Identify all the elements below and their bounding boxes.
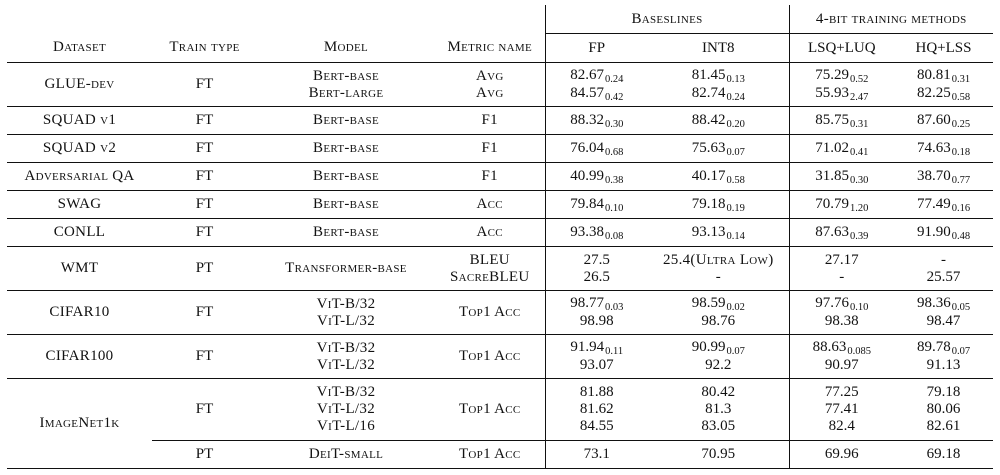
column-header-row bbox=[7, 34, 993, 63]
table-row bbox=[7, 291, 993, 335]
hq-cell: - 25.57 bbox=[894, 247, 993, 291]
lsq-cell: $85.75_{0.31}$ bbox=[789, 107, 894, 135]
table-row bbox=[7, 335, 993, 379]
dataset-cell: CIFAR10 bbox=[7, 291, 152, 335]
col-dataset: Dataset bbox=[7, 34, 152, 63]
table-row bbox=[7, 107, 993, 135]
table-row bbox=[7, 163, 993, 191]
table-row bbox=[7, 219, 993, 247]
metric-cell: F1 bbox=[435, 163, 545, 191]
train-type-cell: FT bbox=[152, 219, 257, 247]
group-baselines: Baseslines bbox=[545, 5, 789, 34]
model-cell: ViT-B/32 ViT-L/32 bbox=[257, 335, 435, 379]
col-metric: Metric name bbox=[435, 34, 545, 63]
dataset-cell: SWAG bbox=[7, 191, 152, 219]
lsq-cell: $75.29_{0.52}$ $55.93_{2.47}$ bbox=[789, 63, 894, 107]
train-type-cell: FT bbox=[152, 191, 257, 219]
train-type-cell: FT bbox=[152, 135, 257, 163]
int8-cell: $98.59_{0.02}$ 98.76 bbox=[648, 291, 789, 335]
int8-cell: $81.45_{0.13}$ $82.74_{0.24}$ bbox=[648, 63, 789, 107]
dataset-cell: GLUE-dev bbox=[7, 63, 152, 107]
table-row bbox=[7, 63, 993, 107]
int8-cell: $75.63_{0.07}$ bbox=[648, 135, 789, 163]
lsq-cell: $31.85_{0.30}$ bbox=[789, 163, 894, 191]
col-fp: FP bbox=[545, 34, 648, 63]
hq-cell: $89.78_{0.07}$ 91.13 bbox=[894, 335, 993, 379]
hq-cell: 69.18 bbox=[894, 441, 993, 469]
fp-cell: 81.88 81.62 84.55 bbox=[545, 379, 648, 441]
metric-cell: F1 bbox=[435, 135, 545, 163]
model-cell: DeiT-small bbox=[257, 441, 435, 469]
int8-cell: $90.99_{0.07}$ 92.2 bbox=[648, 335, 789, 379]
results-table bbox=[7, 5, 993, 469]
train-type-cell: FT bbox=[152, 335, 257, 379]
metric-cell: Top1 Acc bbox=[435, 335, 545, 379]
metric-cell: Acc bbox=[435, 191, 545, 219]
dataset-cell: WMT bbox=[7, 247, 152, 291]
lsq-cell: $71.02_{0.41}$ bbox=[789, 135, 894, 163]
metric-cell: Acc bbox=[435, 219, 545, 247]
model-cell: Bert-base bbox=[257, 135, 435, 163]
table-row bbox=[7, 247, 993, 291]
int8-cell: $88.42_{0.20}$ bbox=[648, 107, 789, 135]
group-header-row bbox=[7, 5, 993, 34]
table-row bbox=[7, 191, 993, 219]
train-type-cell: FT bbox=[152, 379, 257, 441]
col-train-type: Train type bbox=[152, 34, 257, 63]
train-type-cell: FT bbox=[152, 291, 257, 335]
train-type-cell: FT bbox=[152, 63, 257, 107]
int8-cell: 25.4(Ultra Low) - bbox=[648, 247, 789, 291]
dataset-cell: SQUAD v1 bbox=[7, 107, 152, 135]
fp-cell: $40.99_{0.38}$ bbox=[545, 163, 648, 191]
int8-cell: $93.13_{0.14}$ bbox=[648, 219, 789, 247]
model-cell: ViT-B/32 ViT-L/32 ViT-L/16 bbox=[257, 379, 435, 441]
col-hq-lss: HQ+LSS bbox=[894, 34, 993, 63]
group-4bit: 4-bit training methods bbox=[789, 5, 993, 34]
hq-cell: 79.18 80.06 82.61 bbox=[894, 379, 993, 441]
fp-cell: $79.84_{0.10}$ bbox=[545, 191, 648, 219]
model-cell: Bert-base bbox=[257, 107, 435, 135]
metric-cell: Avg Avg bbox=[435, 63, 545, 107]
fp-cell: 73.1 bbox=[545, 441, 648, 469]
int8-cell: $79.18_{0.19}$ bbox=[648, 191, 789, 219]
metric-cell: Top1 Acc bbox=[435, 379, 545, 441]
fp-cell: $88.32_{0.30}$ bbox=[545, 107, 648, 135]
metric-cell: Top1 Acc bbox=[435, 291, 545, 335]
lsq-cell: $70.79_{1.20}$ bbox=[789, 191, 894, 219]
col-lsq-luq: LSQ+LUQ bbox=[789, 34, 894, 63]
dataset-cell: SQUAD v2 bbox=[7, 135, 152, 163]
model-cell: Bert-base bbox=[257, 191, 435, 219]
lsq-cell: $97.76_{0.10}$ 98.38 bbox=[789, 291, 894, 335]
fp-cell: $98.77_{0.03}$ 98.98 bbox=[545, 291, 648, 335]
int8-cell: $40.17_{0.58}$ bbox=[648, 163, 789, 191]
train-type-cell: PT bbox=[152, 247, 257, 291]
table-row bbox=[7, 441, 993, 469]
model-cell: Bert-base bbox=[257, 163, 435, 191]
fp-cell: $82.67_{0.24}$ $84.57_{0.42}$ bbox=[545, 63, 648, 107]
lsq-cell: $87.63_{0.39}$ bbox=[789, 219, 894, 247]
hq-cell: $98.36_{0.05}$ 98.47 bbox=[894, 291, 993, 335]
fp-cell: $91.94_{0.11}$ 93.07 bbox=[545, 335, 648, 379]
hq-cell: $91.90_{0.48}$ bbox=[894, 219, 993, 247]
dataset-cell: Adversarial QA bbox=[7, 163, 152, 191]
col-int8: INT8 bbox=[648, 34, 789, 63]
hq-cell: $77.49_{0.16}$ bbox=[894, 191, 993, 219]
model-cell: Transformer-base bbox=[257, 247, 435, 291]
int8-cell: 80.42 81.3 83.05 bbox=[648, 379, 789, 441]
dataset-cell: CONLL bbox=[7, 219, 152, 247]
col-model: Model bbox=[257, 34, 435, 63]
train-type-cell: PT bbox=[152, 441, 257, 469]
hq-cell: $38.70_{0.77}$ bbox=[894, 163, 993, 191]
model-cell: Bert-base bbox=[257, 219, 435, 247]
dataset-cell: CIFAR100 bbox=[7, 335, 152, 379]
model-cell: ViT-B/32 ViT-L/32 bbox=[257, 291, 435, 335]
lsq-cell: 69.96 bbox=[789, 441, 894, 469]
int8-cell: 70.95 bbox=[648, 441, 789, 469]
fp-cell: 27.5 26.5 bbox=[545, 247, 648, 291]
fp-cell: $76.04_{0.68}$ bbox=[545, 135, 648, 163]
table-row bbox=[7, 379, 993, 441]
train-type-cell: FT bbox=[152, 107, 257, 135]
dataset-cell: ImageNet1k bbox=[7, 379, 152, 469]
fp-cell: $93.38_{0.08}$ bbox=[545, 219, 648, 247]
lsq-cell: $88.63_{0.085}$ 90.97 bbox=[789, 335, 894, 379]
metric-cell: BLEU SacreBLEU bbox=[435, 247, 545, 291]
metric-cell: Top1 Acc bbox=[435, 441, 545, 469]
lsq-cell: 27.17 - bbox=[789, 247, 894, 291]
table-row bbox=[7, 135, 993, 163]
metric-cell: F1 bbox=[435, 107, 545, 135]
train-type-cell: FT bbox=[152, 163, 257, 191]
hq-cell: $74.63_{0.18}$ bbox=[894, 135, 993, 163]
model-cell: Bert-base Bert-large bbox=[257, 63, 435, 107]
lsq-cell: 77.25 77.41 82.4 bbox=[789, 379, 894, 441]
hq-cell: $87.60_{0.25}$ bbox=[894, 107, 993, 135]
hq-cell: $80.81_{0.31}$ $82.25_{0.58}$ bbox=[894, 63, 993, 107]
